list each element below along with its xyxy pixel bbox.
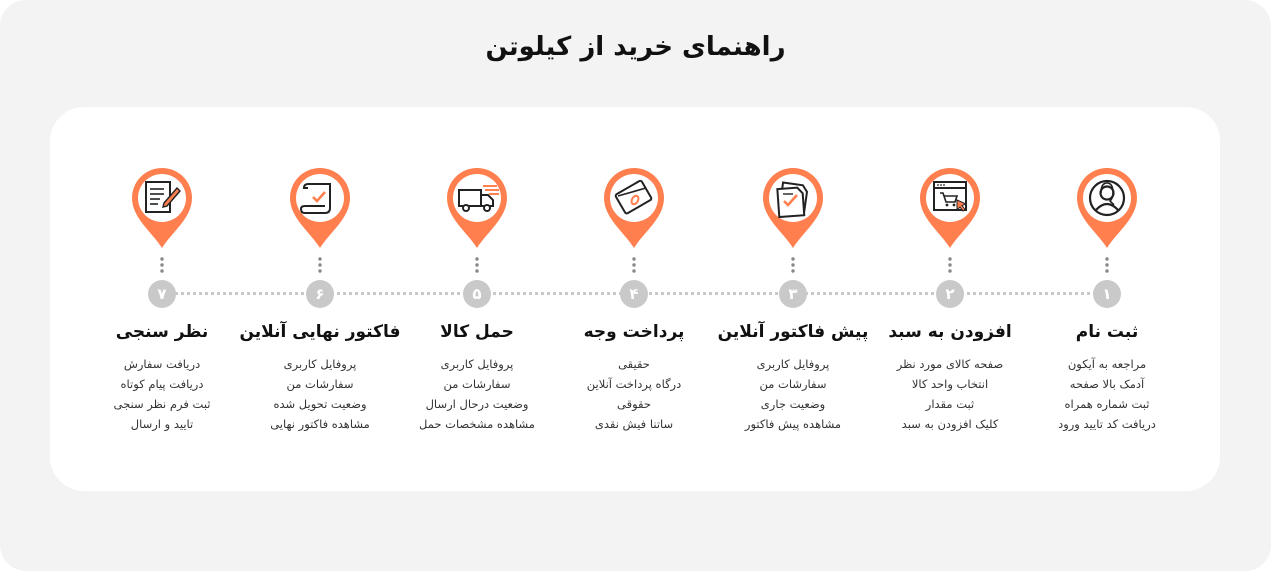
step-title: پیش فاکتور آنلاین bbox=[717, 322, 869, 342]
location-pin-icon bbox=[130, 166, 194, 250]
step-title: ثبت نام bbox=[1075, 322, 1139, 342]
step-title: پرداخت وجه bbox=[583, 322, 685, 342]
step-item: حقوقی bbox=[617, 397, 651, 411]
step-items-list bbox=[387, 354, 567, 434]
step-item: دریافت پیام کوتاه bbox=[120, 377, 204, 391]
step-title: نظر سنجی bbox=[115, 322, 209, 342]
document-check-icon bbox=[777, 182, 807, 217]
step-item: ساتنا فیش نقدی bbox=[594, 417, 674, 431]
step-item: ثبت مقدار bbox=[925, 397, 975, 411]
step-number-badge: ۴ bbox=[620, 280, 648, 308]
step-item: صفحه کالای مورد نظر bbox=[896, 357, 1004, 371]
step-title: فاکتور نهایی آنلاین bbox=[239, 322, 401, 342]
connector-dots bbox=[632, 257, 636, 273]
step-item: درگاه پرداخت آنلاین bbox=[586, 377, 682, 391]
connector-dots bbox=[475, 257, 479, 273]
step-item: سفارشات من bbox=[443, 377, 511, 391]
step-6 bbox=[230, 0, 410, 571]
step-item: پروفایل کاربری bbox=[756, 357, 830, 371]
step-number-badge: ۱ bbox=[1093, 280, 1121, 308]
step-title: افزودن به سبد bbox=[888, 322, 1012, 342]
step-item: ثبت فرم نظر سنجی bbox=[113, 397, 211, 411]
location-pin-icon bbox=[761, 166, 825, 250]
step-item: مشاهده مشخصات حمل bbox=[419, 417, 535, 431]
connector-dots bbox=[318, 257, 322, 273]
step-number-badge: ۵ bbox=[463, 280, 491, 308]
step-item: دریافت سفارش bbox=[123, 357, 201, 371]
location-pin-icon bbox=[1075, 166, 1139, 250]
location-pin-icon bbox=[918, 166, 982, 250]
step-item: آدمک بالا صفحه bbox=[1069, 377, 1145, 391]
step-7 bbox=[72, 0, 252, 571]
step-number-badge: ۳ bbox=[779, 280, 807, 308]
step-item: تایید و ارسال bbox=[130, 417, 194, 431]
location-pin-icon bbox=[445, 166, 509, 250]
step-5 bbox=[387, 0, 567, 571]
step-item: پروفایل کاربری bbox=[283, 357, 357, 371]
step-3 bbox=[703, 0, 883, 571]
step-items-list bbox=[230, 354, 410, 434]
step-item: پروفایل کاربری bbox=[440, 357, 514, 371]
step-title: حمل کالا bbox=[440, 322, 514, 342]
step-item: سفارشات من bbox=[759, 377, 827, 391]
step-items-list bbox=[72, 354, 252, 434]
step-item: مراجعه به آیکون bbox=[1067, 357, 1147, 371]
step-items-list bbox=[860, 354, 1040, 434]
step-item: سفارشات من bbox=[286, 377, 354, 391]
step-item: وضعیت تحویل شده bbox=[273, 397, 367, 411]
connector-dots bbox=[160, 257, 164, 273]
step-item: دریافت کد تایید ورود bbox=[1058, 417, 1156, 431]
step-1 bbox=[1017, 0, 1197, 571]
step-item: کلیک افزودن به سبد bbox=[901, 417, 999, 431]
step-item: انتخاب واحد کالا bbox=[911, 377, 989, 391]
step-item: وضعیت جاری bbox=[760, 397, 826, 411]
step-item: ثبت شماره همراه bbox=[1064, 397, 1150, 411]
step-number-badge: ۲ bbox=[936, 280, 964, 308]
step-items-list bbox=[1017, 354, 1197, 434]
connector-dots bbox=[948, 257, 952, 273]
step-item: مشاهده پیش فاکتور bbox=[744, 417, 842, 431]
step-number-badge: ۶ bbox=[306, 280, 334, 308]
page-title: راهنمای خرید از کیلوتن bbox=[485, 32, 786, 62]
connector-dots bbox=[1105, 257, 1109, 273]
step-4 bbox=[544, 0, 724, 571]
step-2 bbox=[860, 0, 1040, 571]
step-items-list bbox=[703, 354, 883, 434]
location-pin-icon bbox=[288, 166, 352, 250]
step-item: وضعیت درحال ارسال bbox=[425, 397, 529, 411]
step-number-badge: ۷ bbox=[148, 280, 176, 308]
location-pin-icon bbox=[602, 166, 666, 250]
connector-dots bbox=[791, 257, 795, 273]
step-item: مشاهده فاکتور نهایی bbox=[270, 417, 370, 431]
step-item: حقیقی bbox=[618, 357, 650, 371]
step-items-list bbox=[544, 354, 724, 434]
